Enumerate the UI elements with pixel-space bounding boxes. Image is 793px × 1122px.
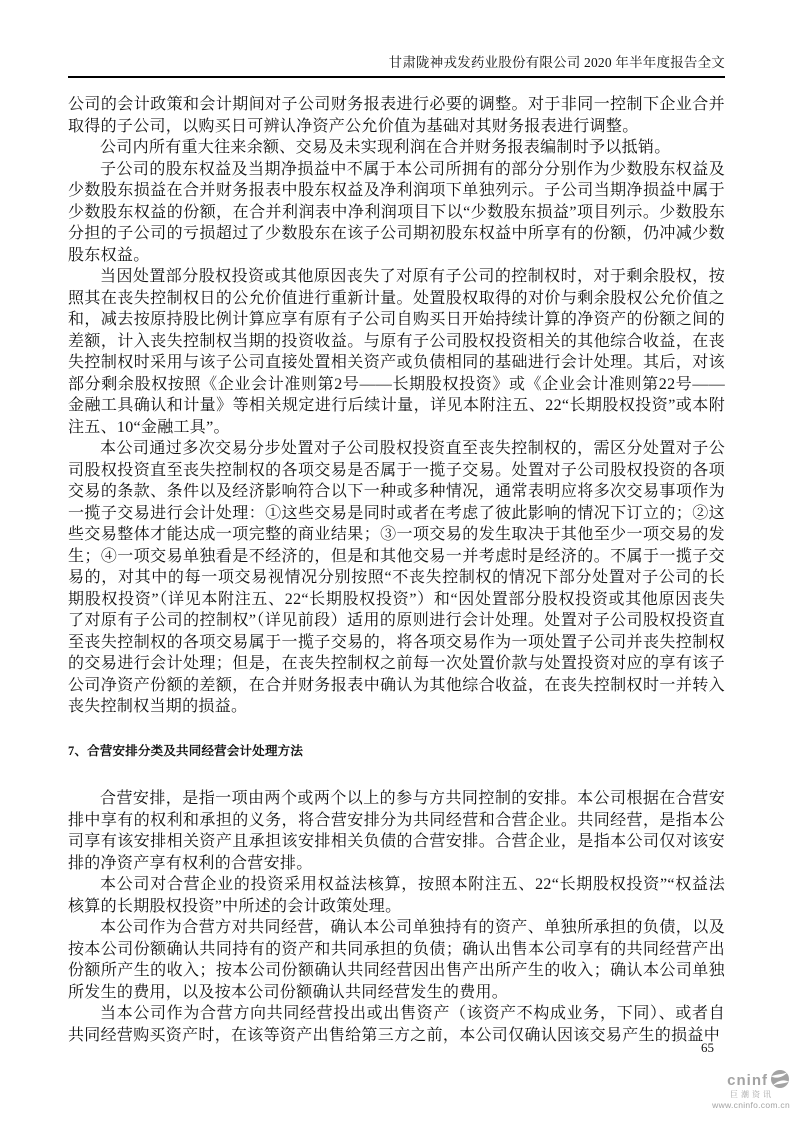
paragraph: 本公司通过多次交易分步处置对子公司股权投资直至丧失控制权的，需区分处置对子公司股权投资直至丧失控制权的各项交易是否属于一揽子交易。处置对子公司股权投资的各项交易的条款、条件以及经济影响符合以下一种或多种情况，通常表明应将多次交易事项作为一揽子交易进行会计处理：①这些交易是同时或者在考虑了彼此影响的情况下订立的；②这些交易整体才能达成一项完整的商业结果；③一项交易的发生取决于其他至少一项交易的发生；④一项交易单独看是不经济的，但是和其他交易一并考虑时是经济的。不属于一揽子交易的，对其中的每一项交易视情况分别按照“不丧失控制权的情况下部分处置对子公司的长期股权投资”（详见本附注五、22“长期股权投资”）和“因处置部分股权投资或其他原因丧失了对原有子公司的控制权”（详见前段）适用的原则进行会计处理。处置对子公司股权投资直至丧失控制权的各项交易属于一揽子交易的，将各项交易作为一项处置子公司并丧失控制权的交易进行会计处理；但是，在丧失控制权之前每一次处置价款与处置投资对应的享有该子公司净资产份额的差额，在合并财务报表中确认为其他综合收益，在丧失控制权时一并转入丧失控制权当期的损益。 — [68, 440, 725, 715]
paragraph: 公司内所有重大往来余额、交易及未实现利润在合并财务报表编制时予以抵销。 — [100, 139, 671, 156]
paragraph: 公司的会计政策和会计期间对子公司财务报表进行必要的调整。对于非同一控制下企业合并取得的子公司，以购买日可辨认净资产公允价值为基础对其财务报表进行调整。 — [68, 96, 725, 135]
paragraph: 本公司对合营企业的投资采用权益法核算，按照本附注五、22“长期股权投资”“权益法核算的长期股权投资”中所述的会计政策处理。 — [68, 876, 725, 915]
cninfo-logo — [712, 1072, 790, 1110]
paragraph: 当本公司作为合营方向共同经营投出或出售资产（该资产不构成业务，下同）、或者自共同经营购买资产时，在该等资产出售给第三方之前，本公司仅确认因该交易产生的损益中 — [68, 1005, 725, 1044]
cninfo-website: www.cninfo.com.cn — [712, 1100, 790, 1110]
cninfo-brand-row — [727, 1072, 790, 1089]
cninfo-caption: 巨潮资讯 — [730, 1090, 774, 1099]
paragraph: 合营安排，是指一项由两个或两个以上的参与方共同控制的安排。本公司根据在合营安排中享有的权利和承担的义务，将合营安排分为共同经营和合营企业。共同经营，是指本公司享有该安排相关资产且承担该安排相关负债的合营安排。合营企业，是指本公司仅对该安排的净资产享有权利的合营安排。 — [68, 790, 725, 872]
paragraph: 当因处置部分股权投资或其他原因丧失了对原有子公司的控制权时，对于剩余股权，按照其在丧失控制权日的公允价值进行重新计量。处置股权取得的对价与剩余股权公允价值之和，减去按原持股比例计算应享有原有子公司自购买日开始持续计算的净资产的份额之间的差额，计入丧失控制权当期的投资收益。与原有子公司股权投资相关的其他综合收益，在丧失控制权时采用与该子公司直接处置相关资产或负债相同的基础进行会计处理。其后，对该部分剩余股权按照《企业会计准则第2号——长期股权投资》或《企业会计准则第22号——金融工具确认和计量》等相关规定进行后续计量，详见本附注五、22“长期股权投资”或本附注五、10“金融工具”。 — [68, 268, 725, 436]
paragraph: 本公司作为合营方对共同经营，确认本公司单独持有的资产、单独所承担的负债，以及按本公司份额确认共同持有的资产和共同承担的负债；确认出售本公司享有的共同经营产出份额所产生的收入；按本公司份额确认共同经营因出售产出所产生的收入；确认本公司单独所发生的费用，以及按本公司份额确认共同经营发生的费用。 — [68, 919, 725, 1001]
header-rule — [68, 76, 725, 78]
page-number: 65 — [701, 1040, 714, 1055]
report-title: 甘肃陇神戎发药业股份有限公司 2020 年半年度报告全文 — [388, 55, 725, 70]
cninfo-swirl-icon — [770, 1069, 790, 1089]
running-header — [68, 55, 725, 78]
document-body — [68, 94, 725, 1046]
paragraph: 子公司的股东权益及当期净损益中不属于本公司所拥有的部分分别作为少数股东权益及少数股东损益在合并财务报表中股东权益及净利润项下单独列示。子公司当期净损益中属于少数股东权益的份额，在合并利润表中净利润项目下以“少数股东损益”项目列示。少数股东分担的子公司的亏损超过了少数股东在该子公司期初股东权益中所享有的份额，仍冲减少数股东权益。 — [68, 160, 725, 264]
cninfo-brand-text: cninf — [727, 1071, 768, 1089]
section-heading: 7、合营安排分类及共同经营会计处理方法 — [68, 743, 304, 758]
